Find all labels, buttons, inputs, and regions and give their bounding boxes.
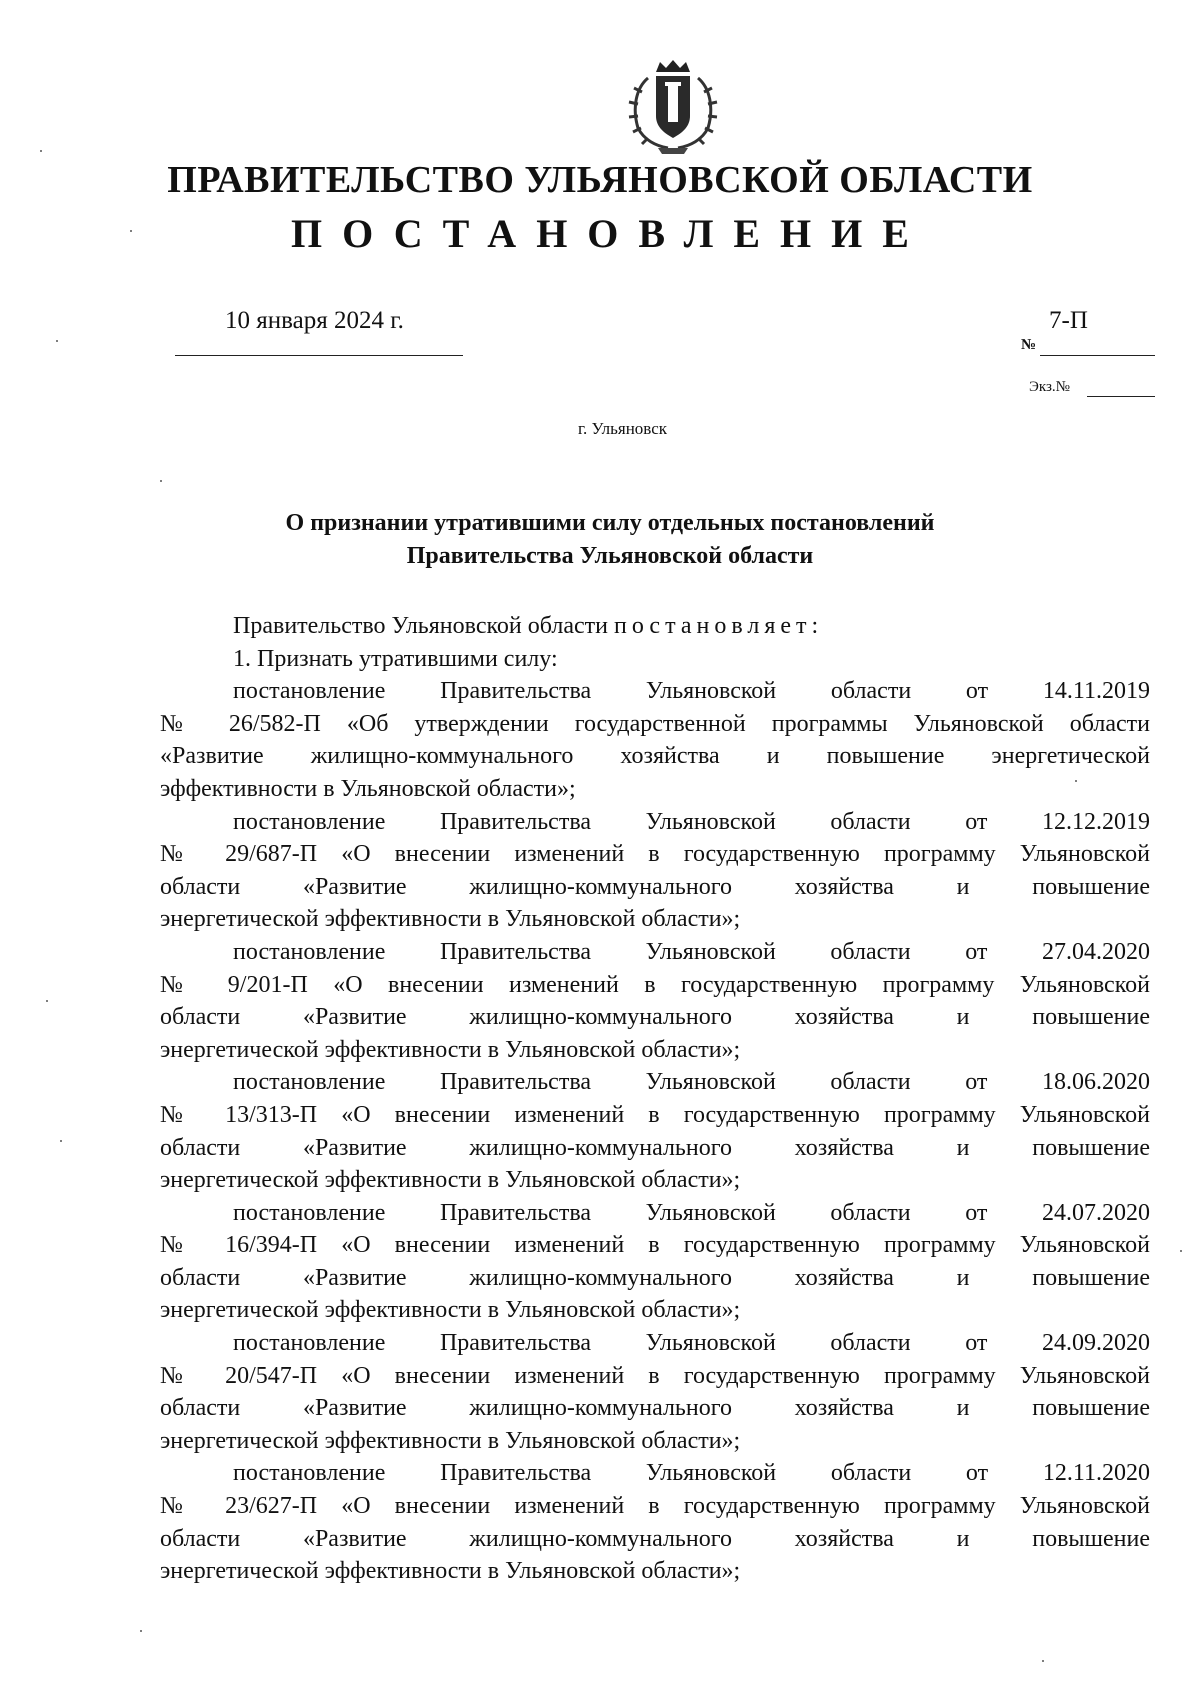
entry-line: энергетической эффективности в Ульяновской области»; [160, 1427, 741, 1454]
copy-number-label: Экз.№ [1029, 379, 1070, 395]
entry-line: энергетической эффективности в Ульяновской области»; [160, 1167, 741, 1194]
intro-paragraph [160, 610, 1150, 643]
entry-line: постановление Правительства Ульяновской области от 27.04.2020 [233, 938, 1150, 965]
number-underline [1040, 355, 1155, 356]
entry-line: области «Развитие жилищно-коммунального хозяйства и повышение [160, 873, 1150, 900]
entry-line: энергетической эффективности в Ульяновской области»; [160, 906, 741, 933]
scan-speck [40, 150, 42, 152]
scan-speck [56, 340, 58, 342]
scan-speck [1075, 780, 1077, 782]
entry-line: области «Развитие жилищно-коммунального хозяйства и повышение [160, 1134, 1150, 1161]
city: г. Ульяновск [577, 419, 668, 438]
entry-line: области «Развитие жилищно-коммунального хозяйства и повышение [160, 1004, 1150, 1031]
document-number: 7-П [1049, 307, 1088, 334]
organization-name: ПРАВИТЕЛЬСТВО УЛЬЯНОВСКОЙ ОБЛАСТИ [167, 159, 1033, 201]
entry-line: постановление Правительства Ульяновской области от 18.06.2020 [233, 1069, 1150, 1096]
entry-line: № 26/582-П «Об утверждении государственной программы Ульяновской области [160, 710, 1150, 737]
entry-line: энергетической эффективности в Ульяновской области»; [160, 1036, 741, 1063]
entry-line: № 16/394-П «О внесении изменений в государственную программу Ульяновской [160, 1232, 1150, 1259]
entry-line: эффективности в Ульяновской области»; [160, 775, 576, 802]
entry-line: области «Развитие жилищно-коммунального хозяйства и повышение [160, 1395, 1150, 1422]
entry-line: области «Развитие жилищно-коммунального хозяйства и повышение [160, 1525, 1150, 1552]
entry-line: № 20/547-П «О внесении изменений в государственную программу Ульяновской [160, 1362, 1150, 1389]
scan-speck [160, 480, 162, 482]
number-label: № [1021, 337, 1037, 353]
scan-speck [46, 1000, 48, 1002]
document-title [160, 507, 1060, 573]
document-body [160, 610, 1150, 1588]
scan-speck [1042, 1660, 1044, 1662]
intro-prefix: Правительство Ульяновской области [233, 613, 614, 639]
date-underline [175, 355, 463, 356]
entry-line: энергетической эффективности в Ульяновской области»; [160, 1297, 741, 1324]
entry-line: постановление Правительства Ульяновской области от 14.11.2019 [233, 678, 1150, 705]
document-type: ПОСТАНОВЛЕНИЕ [291, 211, 929, 256]
entry-line: № 29/687-П «О внесении изменений в государственную программу Ульяновской [160, 841, 1150, 868]
document-date: 10 января 2024 г. [225, 307, 404, 334]
scan-speck [1180, 1250, 1182, 1252]
entry-line: № 13/313-П «О внесении изменений в государственную программу Ульяновской [160, 1101, 1150, 1128]
entry-line: энергетической эффективности в Ульяновской области»; [160, 1558, 741, 1585]
intro-spaced-word: постановляет: [613, 613, 824, 639]
copy-number-underline [1087, 396, 1155, 397]
entry-line: постановление Правительства Ульяновской области от 24.07.2020 [233, 1199, 1150, 1226]
entry-line: области «Развитие жилищно-коммунального хозяйства и повышение [160, 1264, 1150, 1291]
item-1: 1. Признать утратившими силу: [233, 645, 558, 672]
coat-of-arms-icon [618, 58, 728, 158]
entry-line: № 9/201-П «О внесении изменений в государственную программу Ульяновской [160, 971, 1150, 998]
scan-speck [60, 1140, 62, 1142]
scan-speck [130, 230, 132, 232]
scan-speck [140, 1630, 142, 1632]
title-line: О признании утратившими силу отдельных постановлений [285, 510, 935, 536]
entry-line: постановление Правительства Ульяновской области от 12.11.2020 [233, 1460, 1150, 1487]
entry-line: постановление Правительства Ульяновской области от 24.09.2020 [233, 1330, 1150, 1357]
entry-line: постановление Правительства Ульяновской области от 12.12.2019 [233, 808, 1150, 835]
entry-line: «Развитие жилищно-коммунального хозяйства и повышение энергетической [160, 743, 1150, 770]
entry-line: № 23/627-П «О внесении изменений в государственную программу Ульяновской [160, 1493, 1150, 1520]
title-line: Правительства Ульяновской области [406, 543, 814, 569]
